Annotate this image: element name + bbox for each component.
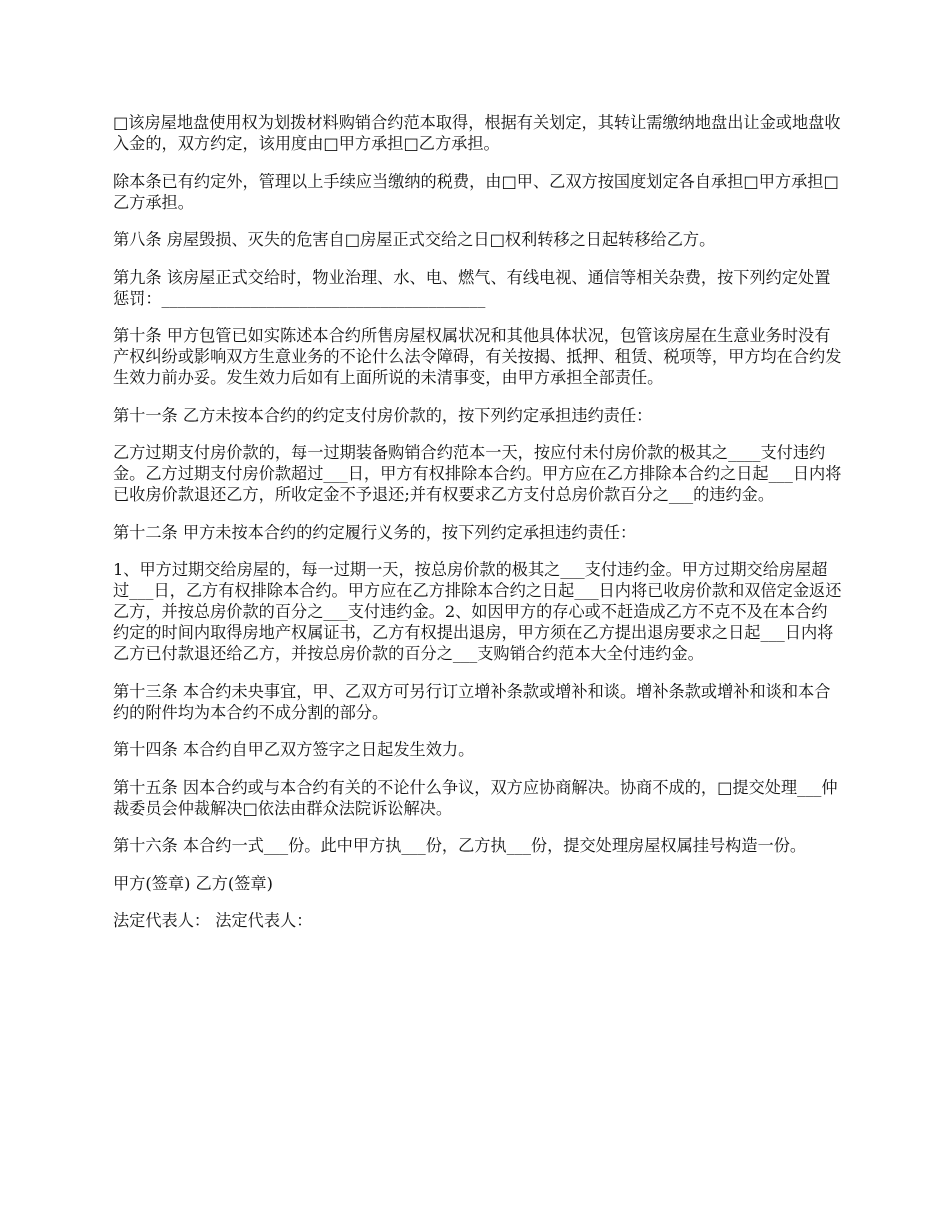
paragraph-article-9: 第九条 该房屋正式交给时，物业治理、水、电、燃气、有线电视、通信等相关杂费，按下列约定处置惩罚：________________________________________ [113, 267, 831, 308]
paragraph-legal-representatives: 法定代表人： 法定代表人： [113, 911, 313, 930]
paragraph-taxes: 除本条已有约定外，管理以上手续应当缴纳的税费，由□甲、乙双方按国度划定各自承担□甲方承担□乙方承担。 [113, 171, 839, 212]
paragraph-article-8: 第八条 房屋毁损、灭失的危害自□房屋正式交给之日□权利转移之日起转移给乙方。 [113, 230, 716, 249]
paragraph-article-11: 第十一条 乙方未按本合约的约定支付房价款的，按下列约定承担违约责任： [113, 405, 653, 425]
paragraph-article-14: 第十四条 本合约自甲乙双方签字之日起发生效力。 [113, 740, 475, 759]
paragraph-land-use-fee: □该房屋地盘使用权为划拨材料购销合约范本取得，根据有关划定，其转让需缴纳地盘出让金或地盘收入金的，双方约定，该用度由□甲方承担□乙方承担。 [113, 113, 841, 153]
paragraph-article-12: 第十二条 甲方未按本合约的约定履行义务的，按下列约定承担违约责任： [113, 522, 637, 542]
paragraph-article-10: 第十条 甲方包管已如实陈述本合约所售房屋权属状况和其他具体状况，包管该房屋在生意业务时没有产权纠纷或影响双方生意业务的不论什么法令障碍，有关按揭、抵押、租赁、税项等，甲方均在合约发生效力前办妥。发生效力后如有上面所说的未清事变，由甲方承担全部责任。 [113, 326, 842, 387]
paragraph-buyer-late-payment: 乙方过期支付房价款的，每一过期装备购销合约范本一天，按应付未付房价款的极其之____支付违约金。乙方过期支付房价款超过___日，甲方有权排除本合约。甲方应在乙方排除本合约之日起___日内将已收房价款退还乙方，所收定金不予退还;并有权要求乙方支付总房价款百分之___的违约金。 [113, 443, 842, 504]
paragraph-article-15: 第十五条 因本合约或与本合约有关的不论什么争议，双方应协商解决。协商不成的，□提交处理___仲裁委员会仲裁解决□依法由群众法院诉讼解决。 [113, 777, 838, 818]
document-body [113, 112, 843, 948]
paragraph-article-16: 第十六条 本合约一式___份。此中甲方执___份，乙方执___份，提交处理房屋权属挂号构造一份。 [113, 836, 807, 855]
paragraph-article-13: 第十三条 本合约未央事宜，甲、乙双方可另行订立增补条款或增补和谈。增补条款或增补和谈和本合约的附件均为本合约不成分割的部分。 [113, 681, 831, 722]
paragraph-signatures: 甲方(签章) 乙方(签章) [113, 873, 273, 893]
paragraph-seller-breach: 1、甲方过期交给房屋的，每一过期一天，按总房价款的极其之___支付违约金。甲方过期交给房屋超过___日，乙方有权排除本合约。甲方应在乙方排除本合约之日起___日内将已收房价款和双倍定金返还乙方，并按总房价款的百分之___支付违约金。2、如因甲方的存心或不赶造成乙方不克不及在本合约约定的时间内取得房地产权属证书，乙方有权提出退房，甲方须在乙方提出退房要求之日起___日内将乙方已付款退还给乙方，并按总房价款的百分之___支购销合约范本大全付违约金。 [113, 560, 842, 663]
